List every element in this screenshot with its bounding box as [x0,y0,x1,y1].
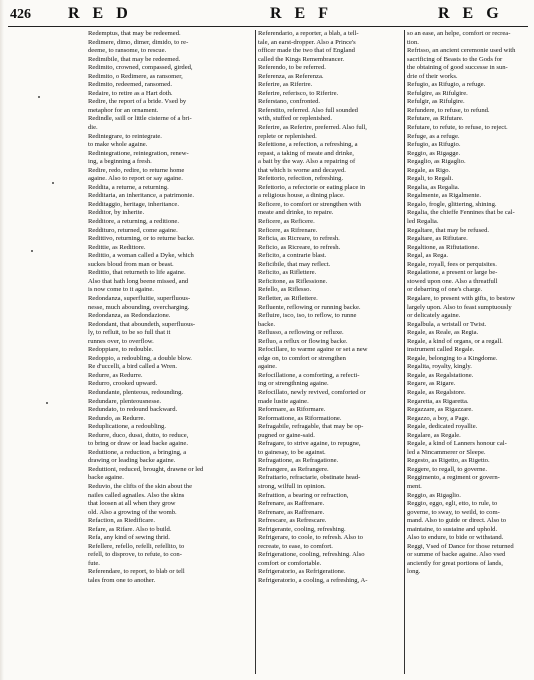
dictionary-line: Redoppio, a redoubling, a double blow. [88,354,192,362]
dictionary-line: Refutare, as Rifutare. [407,115,464,123]
dictionary-line: Referire, referisco, to Riferire. [258,89,339,97]
dictionary-column-2 [258,30,403,674]
dictionary-line: Redittio, that returneth to life againe. [88,269,186,277]
dictionary-line: Regalita, royalty, kingly. [407,363,472,371]
dictionary-line: Redimito, crowned, compassed, girded, [88,64,193,72]
dictionary-line: Regalare, as Regale. [407,431,461,439]
dictionary-line: tales from one to another. [88,577,156,584]
running-head-right: REG [438,5,512,22]
dictionary-line: Reficere, as Rifrenare. [258,226,318,234]
dictionary-line: Referstano, confronted. [258,98,321,106]
dictionary-line: Regale, belonging to a Kingdome. [407,354,498,362]
dictionary-line: officer made the two that of England [258,47,355,55]
dictionary-line: Refellere, refello, refelli, refellito, to [88,542,185,550]
dictionary-line: led a Nincammerer or Sleepe. [407,448,486,456]
ink-speck [46,402,48,404]
dictionary-line: Refettorio, a refectorie or eating place in [258,183,366,191]
dictionary-line: Regalia, as Regalia. [407,183,460,191]
dictionary-line: Reduplicatione, a redoubling. [88,423,167,431]
dictionary-line: Redurro, crooked upward. [88,380,158,388]
dictionary-line: called the Kings Remembrancer. [258,55,345,63]
dictionary-line: Regalmente, as Rigalmente. [407,192,481,200]
dictionary-line: Redire, redo, redire, to returne home [88,166,185,174]
running-head-middle: REF [270,5,341,22]
dictionary-line: Reggio, as Rigaglio. [407,491,461,499]
dictionary-line: Refa, any kind of sewing thrid. [88,534,170,542]
dictionary-line: a religious house, a dining place. [258,192,345,200]
page-gutter-shadow [0,0,4,680]
ink-speck [52,182,54,184]
dictionary-line: Redundo, as Redurre. [88,414,146,422]
dictionary-line: Redimito, o Redimere, as ransomer, [88,72,183,80]
dictionary-line: againe. Also to report or say againe. [88,175,183,183]
dictionary-line: Redintegratione, reintegration, renew- [88,149,189,157]
dictionary-line: ing, a beginning a fresh. [88,158,152,166]
dictionary-line: Redintegrare, to reintegrate. [88,132,162,140]
dictionary-line: Redundato, to redound backward. [88,406,178,414]
dictionary-line: Redurre, duco, dussi, dutto, to reduce, [88,431,189,439]
dictionary-line: so an ease, an helpe, comfort or recrea- [407,30,511,37]
dictionary-line: Referendario, a reporter, a blab, a tell- [258,30,359,37]
dictionary-line: againe. [258,363,277,371]
dictionary-line: Refugio, as Rifugio, a refuge. [407,81,486,89]
dictionary-line: Regaglio, as Rigaglio. [407,158,466,166]
dictionary-line: Redemptus, that may be redeemed. [88,30,181,37]
dictionary-line: Refugio, as Rifugio. [407,141,461,149]
dictionary-line: Redittivo, returning, or to returne backe. [88,235,195,243]
dictionary-line: Redditore, a returning, a reditione. [88,218,179,226]
ink-speck [38,96,40,98]
dictionary-line: deeme, to ransome, to rescue. [88,47,167,55]
dictionary-line: Reficito, as Riflettere. [258,269,317,277]
dictionary-line: Redimere, dimo, dimer, dimido, to re- [88,38,189,46]
dictionary-line: anciently for great portions of lands, [407,559,503,567]
dictionary-line: Redindle, ssill or little cisterne of a bri- [88,115,192,123]
dictionary-line: led Regalia. [407,218,439,226]
dictionary-line: Refocillato, newly revived, comforted or [258,388,366,396]
dictionary-line: Redondanza, as Redondazione. [88,312,171,320]
dictionary-line: Refocillare, to warme againe or set a new [258,346,368,354]
dictionary-line: Reficia, as Ricreare, to refresh. [258,235,340,243]
dictionary-line: Reggere, to regall, to governe. [407,465,488,473]
dictionary-line: Reggio, eggo, egli, etto, to rule, to [407,500,498,508]
dictionary-line: Refrisso, an ancient ceremonie used with [407,47,516,55]
dictionary-line: Regesto, as Rigetto, as Rigetto. [407,457,490,465]
dictionary-line: Referendare, to report, to blab or tell [88,568,185,576]
dictionary-line: Regaretta, as Rigaretta. [407,397,469,405]
running-head-left: RED [68,5,141,22]
dictionary-line: drie of their works. [407,72,458,80]
dictionary-line: Referendo, to be referred. [258,64,326,72]
dictionary-line: Redundare, plenteousnesse. [88,397,162,405]
dictionary-line: Reduvio, the clifts of the skin about the [88,482,193,490]
dictionary-line: Reggi, Vsed of Dance for those returned [407,542,514,550]
dictionary-line: Regalia, the chieffe Fennines that be cal- [407,209,515,217]
dictionary-line: Regale, royall, fees or perquisites. [407,260,497,268]
dictionary-line: Regalatione, a present or large be- [407,269,498,277]
dictionary-line: Refrangere, as Refrangere. [258,465,329,473]
dictionary-line: Referire, as Referire, preferred. Also full, [258,124,367,132]
dictionary-line: Regare, as Rigare. [407,380,456,388]
dictionary-line: Refrescare, as Refrescare. [258,517,327,525]
dictionary-line: Refrenare, as Raffrenare. [258,500,325,508]
dictionary-line: Regaltare, as Rifiutare. [407,235,468,243]
dictionary-line: Redditor, by inherite. [88,209,145,217]
dictionary-line: Re d'uccelli, a bird called a Wren. [88,363,178,371]
dictionary-line: Redondant, that aboundeth, superfluous- [88,320,196,328]
dictionary-line: Redondanza, superfluitie, superfluous- [88,294,191,302]
dictionary-line: Redittio, a woman called a Dyke, which [88,252,194,260]
dictionary-line: Reddita, a returne, a returning. [88,183,169,191]
dictionary-line: ment. [407,482,422,490]
dictionary-line: to bring or draw or lead backe againe. [88,440,188,448]
dictionary-line: stowed upon one. Also a threatfull [407,277,498,285]
dictionary-line: Regale, dedicated royallie. [407,423,478,431]
dictionary-line: ing or strengthning againe. [258,380,329,388]
dictionary-line: Refragare, to strive againe, to repugne, [258,440,361,448]
dictionary-line: Regaltione, as Rifiutatione. [407,243,480,251]
dictionary-line: Regali, to Regali. [407,175,454,183]
dictionary-line: Redurre, as Redurre. [88,371,143,379]
dictionary-line: Regazzo, a boy, a Page. [407,414,470,422]
dictionary-line: Refaction, as Riedificare. [88,517,156,525]
dictionary-line: Redditaria, an inheritance, a patrimonie. [88,192,195,200]
dictionary-line: Referenza, as Referenza. [258,72,324,80]
dictionary-line: that which is worne and decayed. [258,166,346,174]
dictionary-line: Regale, a kind of organs, or a regall. [407,337,503,345]
dictionary-line: Refettorio, refection, refreshing. [258,175,344,183]
dictionary-line: pugned or gaine-said. [258,431,315,439]
dictionary-line: Refletter, as Riflettere. [258,294,318,302]
dictionary-line: Redimito, redeemed, ransomed. [88,81,173,89]
dictionary-line: sacrificing of Beasts to the Gods for [407,55,503,63]
dictionary-line: is now come to it againe. [88,286,154,294]
dictionary-line: Redundante, plenteous, redounding. [88,388,184,396]
dictionary-line: Refrattion, a bearing or refraction, [258,491,349,499]
dictionary-line: Reduttioni, reduced, brought, drawne or led [88,465,204,473]
dictionary-line: metaphor for an ornament. [88,106,159,114]
dictionary-line: or summe of backe againe. Also vsed [407,551,506,559]
dictionary-line: Reficio, as Ricreare, to refresh. [258,243,341,251]
dictionary-line: Regale, as Regalstore. [407,388,466,396]
dictionary-line: refell, to disprove, to refute, to con- [88,551,182,559]
dictionary-line: Refrigeratorio, a cooling, a refreshing, A- [258,577,368,584]
dictionary-line: or delicately againe. [407,312,461,320]
dictionary-line: Reficibile, that may reflect. [258,260,331,268]
dictionary-line: Redire, the report of a bride. Vsed by [88,98,187,106]
dictionary-line: tale, an earst-dropper. Also a Prince's [258,38,356,46]
dictionary-line: Refocillatione, a comforting, a refecti- [258,371,360,379]
dictionary-line: Refrattario, refractarie, obstinate head- [258,474,361,482]
dictionary-line: Refello, as Riflesso. [258,286,312,294]
dictionary-line: meate and drinke, to repaire. [258,209,334,217]
dictionary-line: Refrigeratione, cooling, refreshing. Also [258,551,365,559]
dictionary-line: ly, to refluit, to be so full that it [88,329,171,337]
dictionary-line: Refutare, to refute, to refuse, to reject. [407,124,508,132]
dictionary-line: comfort or comfortable. [258,559,322,567]
dictionary-line: maintaine, to sustaine and uphold. [407,525,498,533]
page-number: 426 [10,7,31,22]
dictionary-line: Regalare, to present with gifts, to bestow [407,294,516,302]
column-divider [404,30,405,674]
header-rule [8,26,528,27]
dictionary-line: mand. Also to guide or direct. Also to [407,517,507,525]
dictionary-line: that loosen at all when they grow [88,500,176,508]
dictionary-line: Redoppiare, to redouble. [88,346,154,354]
dictionary-line: strong, wilfull in opinion. [258,482,326,490]
dictionary-line: Refulgire, as Rifulgire. [407,89,468,97]
dictionary-line: Reggimento, a regiment or govern- [407,474,500,482]
dictionary-line: Refragatione, as Refragatione. [258,457,339,465]
dictionary-line: Regaltare, that may be refused. [407,226,490,234]
dictionary-line: Referstito, referred. Also full sounded [258,106,358,114]
dictionary-line: tion. [407,38,419,46]
dictionary-line: Regale, as Reale, as Regia. [407,329,479,337]
column-divider [255,30,256,674]
dictionary-line: Reformatione, as Riformatione. [258,414,342,422]
dictionary-line: Refrenare, as Raffrenare. [258,508,325,516]
dictionary-line: backe againe. [88,474,124,482]
dictionary-line: Refragabile, refragable, that may be op- [258,423,364,431]
dictionary-line: the obtaining of good successe in sun- [407,64,508,72]
dictionary-line: Redittie, as Redittore. [88,243,146,251]
dictionary-line: nesse, much abounding, overcharging. [88,303,190,311]
dictionary-line: Regazzare, as Rigazzare. [407,406,473,414]
dictionary-line: governe, to sway, to weild, to com- [407,508,500,516]
dictionary-line: fute. [88,559,100,567]
dictionary-line: Regalo, frogle, glittering, shining. [407,200,497,208]
dictionary-line: recreate, to ease, to comfort. [258,542,333,550]
dictionary-line: Reficere, as Reficere. [258,218,315,226]
dictionary-line: Reficito, a contrarie blast. [258,252,327,260]
dictionary-line: largely upon. Also to feast sumptuously [407,303,512,311]
dictionary-line: Refettione, a refection, a refreshing, a [258,141,358,149]
dictionary-column-1 [88,30,254,674]
dictionary-line: Reformare, as Riformare. [258,406,326,414]
dictionary-line: with, stuffed or replenished. [258,115,333,123]
dictionary-line: Reddituro, returned, come againe. [88,226,178,234]
dictionary-line: Regale, a kind of Lanners honour cal- [407,440,507,448]
dictionary-line: to make whole againe. [88,141,148,149]
dictionary-line: Refluire, isco, iso, to reflow, to runne [258,312,357,320]
dictionary-line: nailes called agnailes. Also the skins [88,491,185,499]
dictionary-column-3 [407,30,525,674]
dictionary-line: edge on, to comfort or strengthen [258,354,346,362]
dictionary-line: Redditaggio, heritage, inheritance. [88,200,179,208]
dictionary-line: Regal, as Rega. [407,252,449,260]
dictionary-line: Refluo, a reflux or flowing backe. [258,337,348,345]
dictionary-line: Reflusso, a reflowing or refluxe. [258,329,344,337]
dictionary-line: Regalbula, a wristall or Twist. [407,320,487,328]
dictionary-line: to gainesay, to be against. [258,448,326,456]
dictionary-line: Refulgir, as Rifulgire. [407,98,465,106]
dictionary-line: Refluente, reflowing or running backe. [258,303,361,311]
dictionary-line: Regale, as Regalstatione. [407,371,474,379]
dictionary-line: Reficere, to comfort or strengthen with [258,200,361,208]
dictionary-line: Refare, as Rifare. Also to build. [88,525,172,533]
dictionary-line: Refrigerante, cooling, refreshing. [258,525,346,533]
dictionary-line: backe. [258,320,276,328]
dictionary-line: Reduttione, a reduction, a bringing, a [88,448,187,456]
dictionary-line: Refuge, as a refuge. [407,132,460,140]
dictionary-line: replete or replenished. [258,132,317,140]
dictionary-line: Refrigeratorio, as Refrigeratione. [258,568,346,576]
dictionary-line: drawing or leading backe againe. [88,457,176,465]
dictionary-line: repast, a taking of meate and drinke, [258,149,354,157]
dictionary-line: a bait by the way. Also a repairing of [258,158,356,166]
dictionary-line: Also that hath long beene missed, and [88,277,189,285]
dictionary-line: suckes bloud from man or beast. [88,260,174,268]
dictionary-line: die. [88,124,98,132]
dictionary-line: long. [407,568,421,576]
dictionary-line: Redimibile, that may be redeemed. [88,55,181,63]
dictionary-line: instrument called Regale. [407,346,475,354]
dictionary-line: old. Also a growing of the womb. [88,508,177,516]
dictionary-line: Reggio, as Rigagge. [407,149,461,157]
dictionary-line: Also to endure, to bide or withstand. [407,534,504,542]
dictionary-line: Refundere, to refuse, to refund. [407,106,490,114]
dictionary-line: Redaire, to retire as a Hart doth. [88,89,173,97]
dictionary-line: or debarring of one's charge. [407,286,483,294]
dictionary-line: made lustie againe. [258,397,309,405]
dictionary-line: Referire, as Riferire. [258,81,313,89]
dictionary-line: runnes over, to overflow. [88,337,154,345]
dictionary-line: Regale, as Rigo. [407,166,451,174]
dictionary-line: Refrigerare, to coole, to refresh. Also to [258,534,363,542]
dictionary-line: Reficitone, as Riflessione. [258,277,328,285]
ink-speck [31,250,33,252]
page-header [8,4,528,28]
